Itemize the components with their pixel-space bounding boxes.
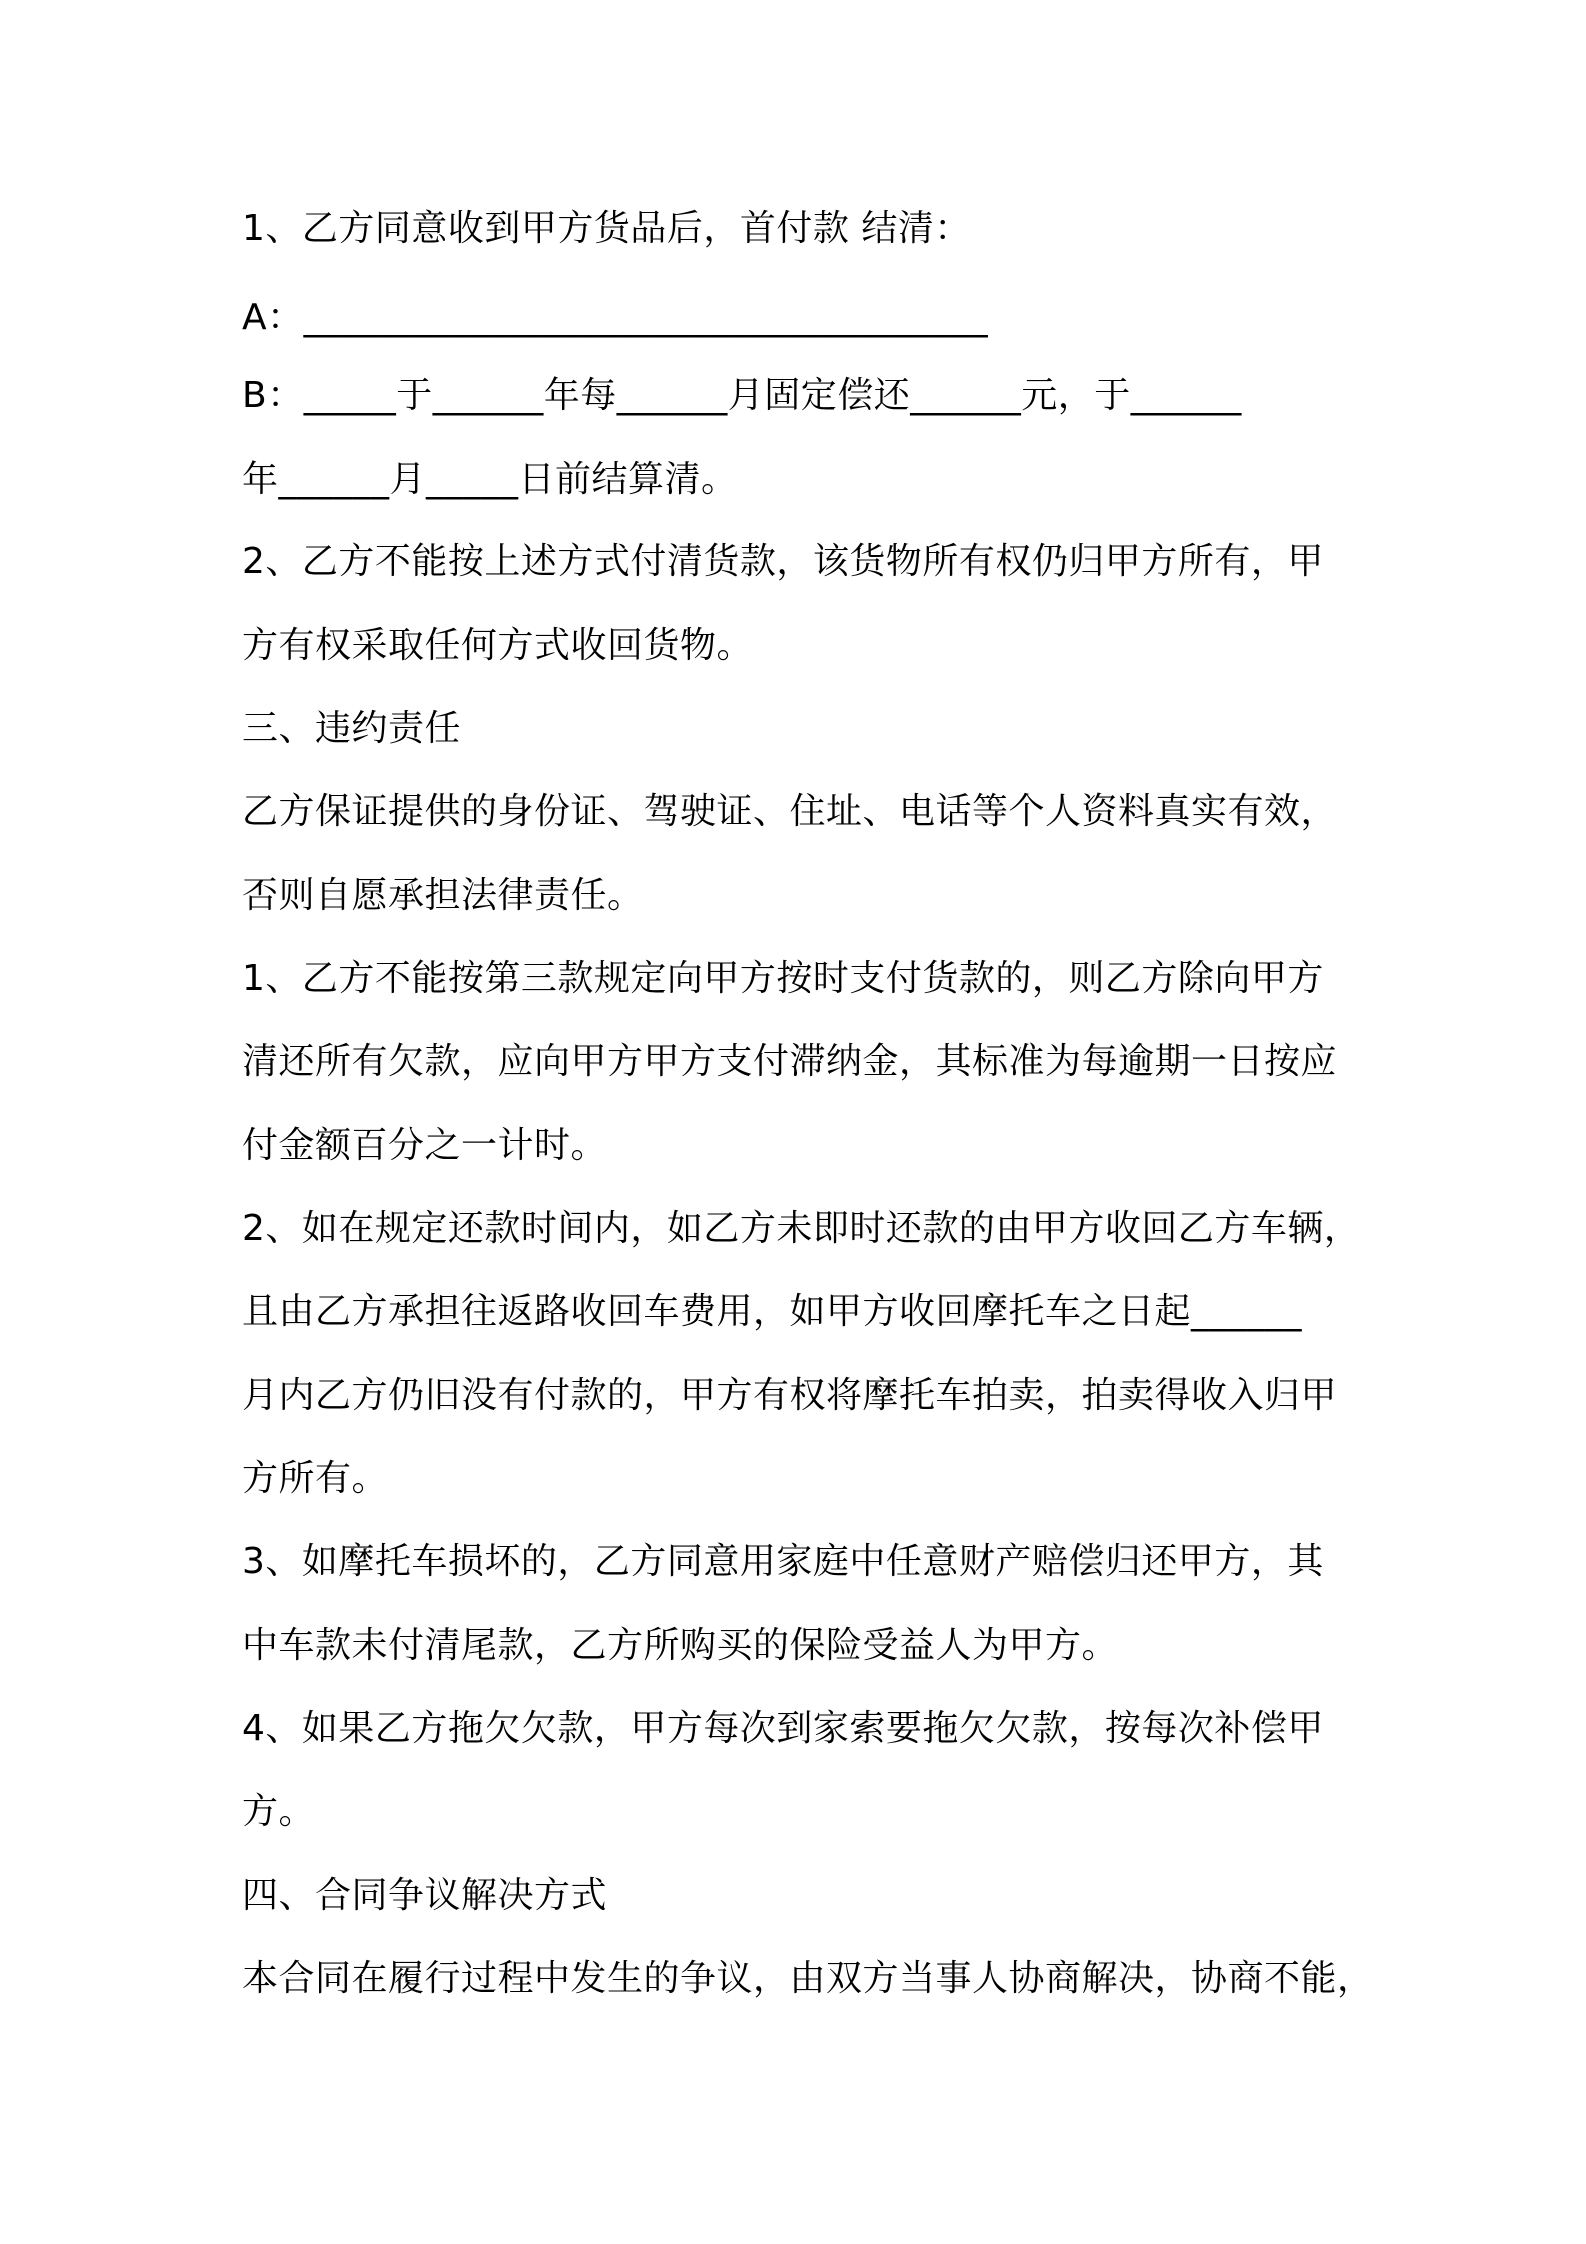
paragraph-line-breach-1-cont: 清还所有欠款，应向甲方甲方支付滞纳金，其标准为每逾期一日按应: [242, 1041, 1338, 1082]
paragraph-line-option-b: B：_____于______年每______月固定偿还______元，于______: [242, 375, 1242, 416]
paragraph-line-breach-1: 1、乙方不能按第三款规定向甲方按时支付货款的，则乙方除向甲方: [242, 958, 1324, 999]
paragraph-line-breach-2: 2、如在规定还款时间内，如乙方未即时还款的由甲方收回乙方车辆，: [242, 1208, 1361, 1249]
paragraph-line-guarantee: 乙方保证提供的身份证、驾驶证、住址、电话等个人资料真实有效，: [242, 791, 1338, 832]
paragraph-line-breach-2-cont: 且由乙方承担往返路收回车费用，如甲方收回摩托车之日起______: [242, 1291, 1303, 1332]
paragraph-line-breach-3: 3、如摩托车损坏的，乙方同意用家庭中任意财产赔偿归还甲方，其: [242, 1541, 1324, 1582]
paragraph-line-payment-clause-1: 1、乙方同意收到甲方货品后，首付款 结清：: [242, 208, 971, 249]
paragraph-line-breach-2-cont2: 月内乙方仍旧没有付款的，甲方有权将摩托车拍卖，拍卖得收入归甲: [242, 1375, 1338, 1416]
paragraph-line-payment-clause-2-cont: 方有权采取任何方式收回货物。: [242, 625, 754, 666]
section-heading-breach: 三、违约责任: [242, 708, 462, 749]
paragraph-line-breach-4-end: 方。: [242, 1791, 316, 1832]
paragraph-line-option-a: A：_____________________________________: [242, 297, 989, 338]
paragraph-line-dispute: 本合同在履行过程中发生的争议，由双方当事人协商解决，协商不能，: [242, 1958, 1374, 1999]
paragraph-line-breach-4: 4、如果乙方拖欠欠款，甲方每次到家索要拖欠欠款，按每次补偿甲: [242, 1708, 1324, 1749]
paragraph-line-option-b-cont: 年______月_____日前结算清。: [242, 459, 738, 500]
paragraph-line-payment-clause-2: 2、乙方不能按上述方式付清货款，该货物所有权仍归甲方所有，甲: [242, 541, 1324, 582]
section-heading-dispute: 四、合同争议解决方式: [242, 1875, 608, 1916]
paragraph-line-breach-1-end: 付金额百分之一计时。: [242, 1125, 608, 1166]
paragraph-line-guarantee-cont: 否则自愿承担法律责任。: [242, 875, 644, 916]
paragraph-line-breach-2-end: 方所有。: [242, 1458, 389, 1499]
paragraph-line-breach-3-cont: 中车款未付清尾款，乙方所购买的保险受益人为甲方。: [242, 1625, 1119, 1666]
